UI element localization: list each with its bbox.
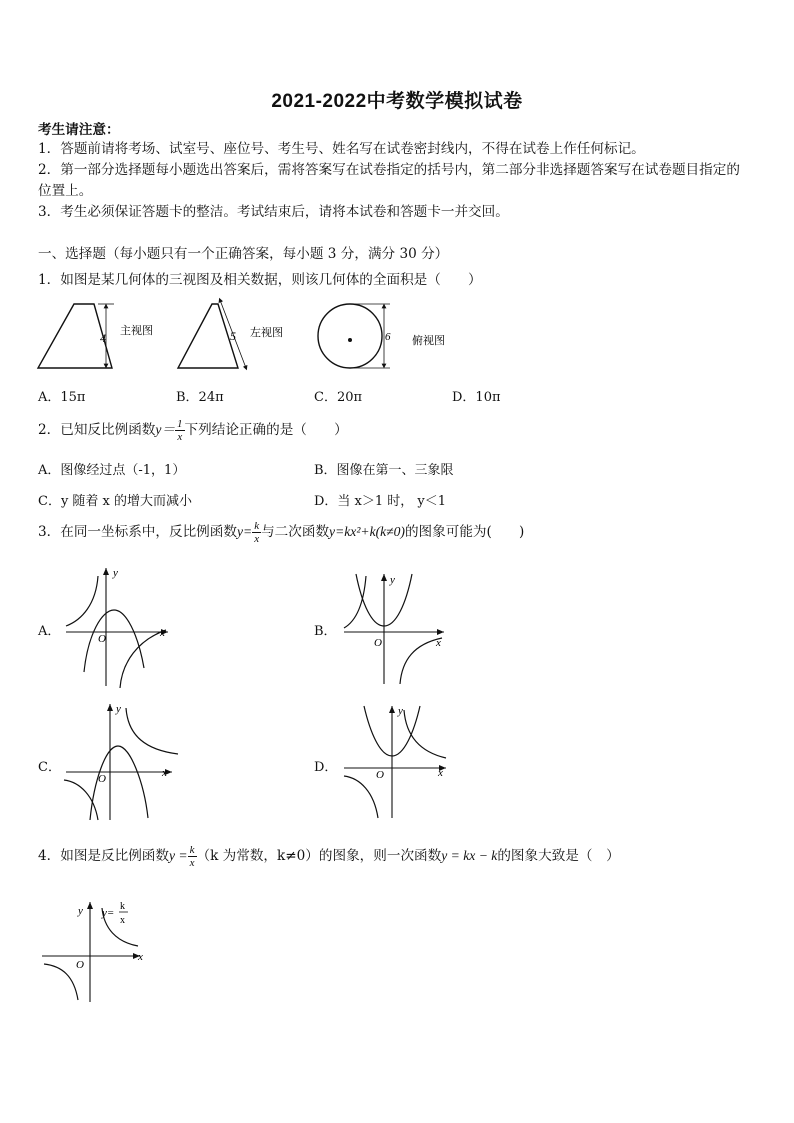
q1-option-c: C．20π	[314, 390, 363, 405]
q4-func2: y = kx − k	[441, 848, 498, 863]
notice-item-2-cont: 位置上。	[38, 183, 93, 199]
q1-front-label: 主视图	[120, 324, 153, 337]
q1-option-d: D．10π	[452, 390, 501, 405]
q4-fraction	[188, 844, 197, 869]
q2-stem-pre: 2．已知反比例函数	[38, 422, 156, 438]
q2-option-c: C．y 随着 x 的增大而减小	[38, 494, 193, 509]
q3-fraction	[252, 520, 261, 545]
q1-top-dim: 6	[385, 331, 391, 343]
q2-option-d: D．当 x＞1 时， y＜1	[314, 494, 447, 509]
q1-top-label: 俯视图	[412, 334, 445, 347]
q3-b-x-label: x	[436, 637, 441, 649]
q3-a-x-label: x	[160, 627, 165, 639]
q3-graph-d	[338, 702, 454, 820]
q4-x-label: x	[138, 951, 143, 963]
section-heading: 一、选择题（每小题只有一个正确答案，每小题 3 分，满分 30 分）	[38, 246, 449, 262]
q3-c-origin: O	[98, 773, 106, 785]
q4-frac-den: x	[189, 857, 195, 869]
q3-graph-c	[62, 700, 180, 822]
q1-left-label: 左视图	[250, 326, 283, 339]
notice-heading: 考生请注意：	[38, 122, 120, 138]
q4-stem-mid: （k 为常数，k≠0）的图象，则一次函数	[196, 848, 442, 864]
q1-front-dim: 4	[100, 331, 106, 345]
q3-graph-a	[62, 564, 174, 690]
q4-func-lhs: y =	[169, 848, 188, 863]
q3-option-c-label: C．	[38, 760, 61, 775]
q2-frac-den: x	[177, 431, 183, 443]
q4-stem-post: 的图象大致是（ ）	[497, 848, 620, 864]
q1-stem: 1．如图是某几何体的三视图及相关数据，则该几何体的全面积是（ ）	[38, 272, 482, 288]
page-title: 2021-2022中考数学模拟试卷	[271, 91, 523, 112]
q3-a-origin: O	[98, 633, 106, 645]
q1-left-dim: 5	[230, 329, 236, 343]
q2-frac-num: 1	[177, 418, 183, 430]
q2-func-lhs: y＝	[155, 422, 176, 437]
notice-item-3: 3．考生必须保证答题卡的整洁。考试结束后，请将本试卷和答题卡一并交回。	[38, 204, 509, 220]
notice-item-2: 2．第一部分选择题每小题选出答案后，需将答案写在试卷指定的括号内，第二部分非选择题答案写在试卷题目指定的	[38, 162, 740, 178]
q4-graph-label-den: x	[120, 915, 125, 926]
q3-d-origin: O	[376, 769, 384, 781]
q4-graph-label-num: k	[120, 901, 125, 912]
q3-stem-pre: 3．在同一坐标系中，反比例函数	[38, 524, 237, 540]
q3-b-origin: O	[374, 637, 382, 649]
q1-top-view	[318, 304, 445, 368]
q3-func-lhs: y=	[236, 524, 253, 539]
q2-stem-post: 下列结论正确的是（ ）	[184, 422, 348, 438]
q1-front-view	[38, 304, 153, 368]
q3-frac-num: k	[254, 520, 260, 532]
q3-graph-b	[338, 570, 450, 688]
q4-y-label: y	[78, 905, 83, 917]
q1-three-views	[34, 296, 454, 376]
q4-graph-label-lhs: y=	[102, 907, 115, 919]
q3-option-a-label: A．	[38, 624, 61, 639]
q2-fraction	[175, 418, 185, 443]
q3-frac-den: x	[254, 533, 260, 545]
q3-b-y-label: y	[390, 574, 395, 586]
q3-stem	[38, 520, 524, 545]
q4-stem	[38, 844, 620, 869]
q1-option-b: B．24π	[176, 390, 224, 405]
q3-c-x-label: x	[162, 767, 167, 779]
q3-option-b-label: B．	[314, 624, 337, 639]
q3-d-y-label: y	[398, 705, 403, 717]
q4-graph	[38, 896, 150, 1006]
q4-frac-num: k	[189, 844, 195, 856]
q2-stem	[38, 418, 348, 443]
q3-stem-mid: 与二次函数	[261, 524, 330, 540]
q3-func2: y=kx²+k(k≠0)	[329, 524, 405, 539]
q3-d-x-label: x	[438, 767, 443, 779]
q4-origin: O	[76, 959, 84, 971]
q4-stem-pre: 4．如图是反比例函数	[38, 848, 169, 864]
q2-option-b: B．图像在第一、三象限	[314, 463, 454, 478]
notice-item-1: 1．答题前请将考场、试室号、座位号、考生号、姓名写在试卷密封线内，不得在试卷上作任何标记。	[38, 141, 645, 157]
q3-option-d-label: D．	[314, 760, 338, 775]
q1-option-a: A．15π	[38, 390, 86, 405]
q1-left-view	[178, 300, 283, 368]
q2-option-a: A．图像经过点（-1，1）	[38, 463, 186, 478]
q3-a-y-label: y	[113, 567, 118, 579]
q3-stem-post: 的图象可能为( )	[404, 524, 525, 540]
q3-c-y-label: y	[116, 703, 121, 715]
